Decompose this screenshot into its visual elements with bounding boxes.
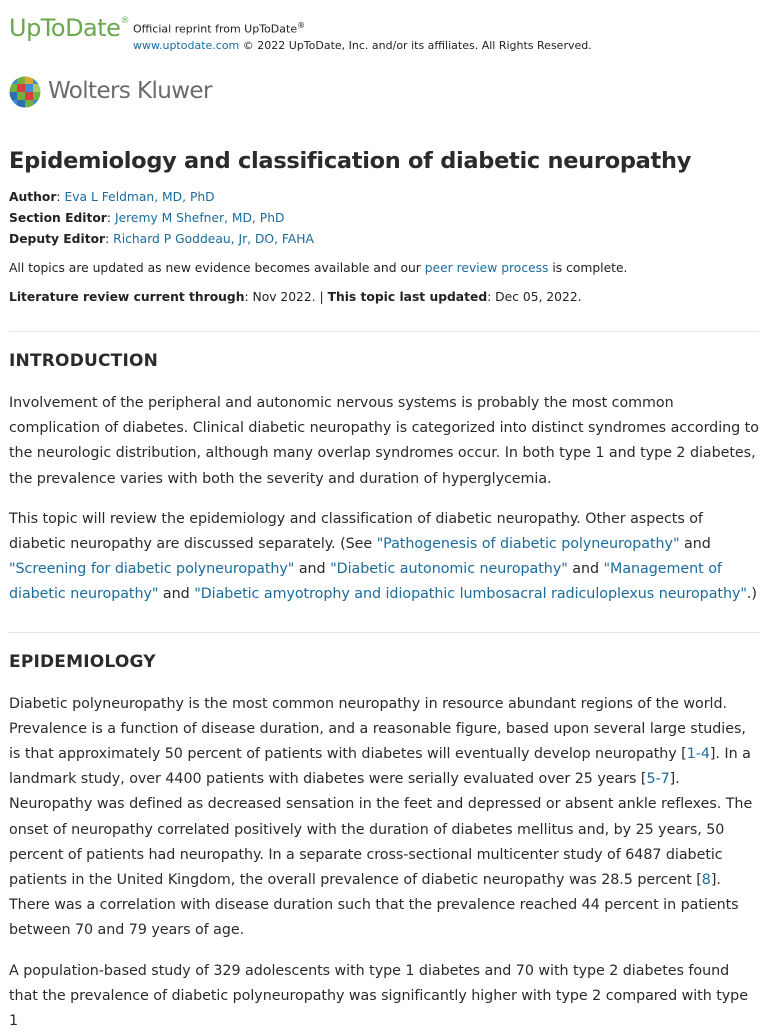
epi-text: Diabetic polyneuropathy is the most common neuropathy in resource abundant regions of the world. Prevalence is a function of disease duration, and a reasonable figure, based upon several large studies, is that approximately 50 percent of patients with diabetes will eventually develop neuropathy [: [9, 695, 746, 763]
section-divider: [9, 331, 759, 332]
peer-review-link[interactable]: peer review process: [424, 261, 549, 275]
deputy-editor-label: Deputy Editor: [9, 232, 106, 246]
section-editor-link[interactable]: Jeremy M Shefner, MD, PhD: [114, 211, 285, 225]
article-content: [9, 142, 759, 1034]
epi-text: ]. In a landmark study, over 4400 patients with diabetes were serially evaluated over 25 years [: [9, 746, 751, 788]
epidemiology-heading: EPIDEMIOLOGY: [9, 651, 156, 672]
copyright-text: © 2022 UpToDate, Inc. and/or its affiliates. All Rights Reserved.: [239, 38, 592, 52]
update-note-end: is complete.: [548, 261, 628, 275]
update-note-text: All topics are updated as new evidence becomes available and our: [9, 261, 425, 275]
wolters-kluwer-wordmark: Wolters Kluwer: [48, 78, 212, 104]
reference-link[interactable]: 5-7: [646, 771, 670, 788]
reprint-label: Official reprint from UpToDate: [133, 22, 298, 36]
conjunction-text: and: [679, 536, 711, 553]
topic-link-pathogenesis[interactable]: "Pathogenesis of diabetic polyneuropathy": [376, 536, 680, 553]
uptodate-logo[interactable]: [9, 14, 129, 42]
section-editor-line: Section Editor: Jeremy M Shefner, MD, PhD: [9, 211, 285, 225]
author-label: Author: [9, 190, 57, 204]
topic-link-management[interactable]: "Management of diabetic neuropathy": [9, 561, 722, 603]
introduction-paragraph-2: [9, 507, 759, 608]
reference-link[interactable]: 8: [701, 872, 711, 889]
conjunction-text: and: [294, 561, 331, 578]
epi-text: ]. There was a correlation with disease duration such that the prevalence reached 44 percent in patients between 70 and 79 years of age.: [9, 872, 739, 939]
last-updated-label: This topic last updated: [327, 290, 488, 304]
reprint-notice: [133, 18, 592, 54]
article-title: Epidemiology and classification of diabetic neuropathy: [9, 148, 692, 174]
epidemiology-paragraph-1: [9, 692, 759, 944]
epi-text: ]. Neuropathy was defined as decreased sensation in the feet and depressed or absent ankle reflexes. The onset of neuropathy correlated positively with the duration of diabetes mellitus and, by 25 years, 50 percent of patients had neuropathy. In a separate cross-sectional multicenter study of 6487 diabetic patients in the United Kingdom, the overall prevalence of diabetic neuropathy was 28.5 percent [: [9, 771, 753, 889]
intro-text: This topic will review the epidemiology and classification of diabetic neuropathy. Other aspects of diabetic neuropathy are discussed separately. (See: [9, 510, 703, 553]
topic-link-amyotrophy[interactable]: "Diabetic amyotrophy and idiopathic lumbosacral radiculoplexus neuropathy": [194, 586, 747, 603]
topic-link-screening[interactable]: "Screening for diabetic polyneuropathy": [9, 561, 295, 578]
conjunction-text: and: [567, 561, 604, 578]
uptodate-logo-text: UpToDate: [9, 14, 121, 42]
review-dates: [9, 287, 759, 308]
deputy-editor-link[interactable]: Richard P Goddeau, Jr, DO, FAHA: [113, 232, 314, 246]
introduction-heading: INTRODUCTION: [9, 351, 159, 371]
closing-text: .): [746, 586, 757, 603]
topic-link-autonomic[interactable]: "Diabetic autonomic neuropathy": [330, 561, 568, 578]
article-credits: [9, 187, 759, 250]
update-note: [9, 258, 759, 279]
section-editor-label: Section Editor: [9, 211, 107, 225]
epidemiology-paragraph-2: A population-based study of 329 adolescents with type 1 diabetes and 70 with type 2 diabetes found that the prevalence of diabetic polyneuropathy was significantly higher with type 2 compared with type 1: [9, 962, 748, 1030]
deputy-editor-line: Deputy Editor: Richard P Goddeau, Jr, DO, FAHA: [9, 232, 314, 246]
author-link[interactable]: Eva L Feldman, MD, PhD: [64, 190, 215, 204]
section-divider: [9, 632, 759, 633]
wolters-kluwer-mark-icon: [9, 76, 41, 108]
introduction-paragraph-1: Involvement of the peripheral and autonomic nervous systems is probably the most common complication of diabetes. Clinical diabetic neuropathy is categorized into distinct syndromes according to the neurologic distribution, although many overlap syndromes occur. In both type 1 and type 2 diabetes, the prevalence varies with both the severity and duration of hyperglycemia.: [9, 395, 759, 487]
conjunction-text: and: [158, 586, 195, 603]
uptodate-site-link[interactable]: www.uptodate.com: [133, 38, 240, 52]
uptodate-logo-trademark: ®: [120, 16, 129, 26]
author-line: Author: Eva L Feldman, MD, PhD: [9, 190, 215, 204]
reference-link[interactable]: 1-4: [686, 746, 710, 763]
last-updated-value: : Dec 05, 2022.: [487, 290, 582, 304]
lit-review-label: Literature review current through: [9, 290, 245, 304]
reprint-trademark: ®: [297, 21, 306, 30]
lit-review-value: : Nov 2022. |: [244, 290, 328, 304]
